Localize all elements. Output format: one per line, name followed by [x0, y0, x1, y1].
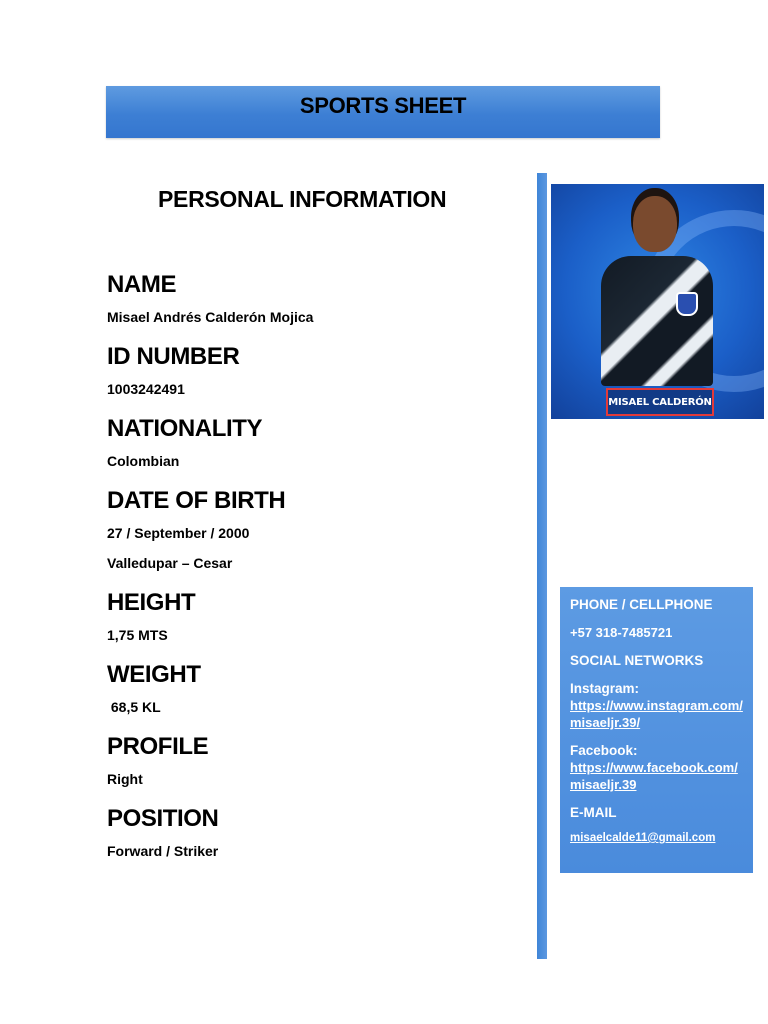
field-value: 1003242491 [107, 381, 185, 397]
field-height [107, 588, 527, 644]
field-value: Colombian [107, 453, 180, 469]
facebook-label: Facebook: [570, 743, 638, 758]
field-label: WEIGHT [107, 661, 201, 688]
personal-info [107, 270, 527, 860]
field-label: POSITION [107, 805, 219, 832]
email-label: E-MAIL [570, 805, 617, 820]
contact-panel [560, 587, 753, 873]
player-head [633, 196, 677, 252]
vertical-divider [537, 173, 547, 959]
social-label: SOCIAL NETWORKS [570, 653, 704, 668]
field-label: PROFILE [107, 733, 209, 760]
field-value: Valledupar – Cesar [107, 555, 233, 571]
field-label: HEIGHT [107, 589, 196, 616]
nameplate-text: MISAEL CALDERÓN [608, 396, 712, 408]
field-position [107, 804, 527, 860]
field-label: NATIONALITY [107, 415, 263, 442]
field-date-of-birth [107, 486, 527, 572]
field-value: 68,5 KL [107, 699, 161, 715]
instagram-link[interactable]: https://www.instagram.com/misaeljr.39/ [570, 698, 743, 730]
field-nationality [107, 414, 527, 470]
field-value: Right [107, 771, 143, 787]
field-value: Misael Andrés Calderón Mojica [107, 309, 314, 325]
club-crest-icon [676, 292, 698, 316]
field-value: Forward / Striker [107, 843, 219, 859]
player-jersey [601, 256, 713, 386]
phone-number: +57 318-7485721 [570, 625, 673, 640]
email-link[interactable]: misaelcalde11@gmail.com [570, 832, 716, 844]
player-nameplate [606, 388, 714, 416]
field-value: 1,75 MTS [107, 627, 168, 643]
field-name [107, 270, 527, 326]
field-id-number [107, 342, 527, 398]
phone-label: PHONE / CELLPHONE [570, 597, 713, 612]
instagram-label: Instagram: [570, 681, 640, 696]
section-title: PERSONAL INFORMATION [158, 186, 447, 212]
field-weight [107, 660, 527, 716]
header-banner [106, 86, 660, 138]
field-label: NAME [107, 271, 177, 298]
page-title: SPORTS SHEET [299, 93, 467, 118]
facebook-link[interactable]: https://www.facebook.com/misaeljr.39 [570, 760, 738, 792]
player-photo [551, 184, 764, 419]
field-value: 27 / September / 2000 [107, 525, 250, 541]
field-label: ID NUMBER [107, 343, 240, 370]
field-label: DATE OF BIRTH [107, 487, 286, 514]
field-profile [107, 732, 527, 788]
